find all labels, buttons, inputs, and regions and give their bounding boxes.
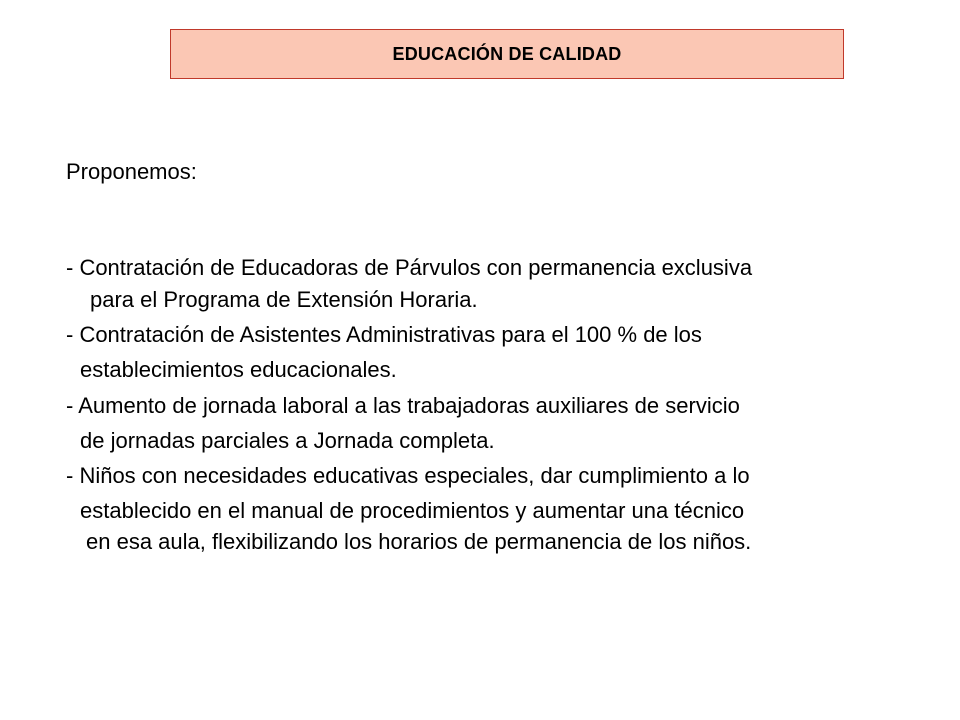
item-4-line-3: en esa aula, flexibilizando los horarios de permanencia de los niños. <box>86 529 752 554</box>
slide-title: EDUCACIÓN DE CALIDAD <box>392 43 622 64</box>
item-3-line-1: - Aumento de jornada laboral a las trabajadoras auxiliares de servicio <box>66 393 740 418</box>
intro-text: Proponemos: <box>66 159 197 184</box>
item-1-line-1: - Contratación de Educadoras de Párvulos con permanencia exclusiva <box>66 255 753 280</box>
item-4-line-1: - Niños con necesidades educativas especiales, dar cumplimiento a lo <box>66 463 750 488</box>
item-1-line-2: para el Programa de Extensión Horaria. <box>90 287 478 312</box>
item-2-line-2: establecimientos educacionales. <box>80 357 397 382</box>
item-3-line-2: de jornadas parciales a Jornada completa. <box>80 428 495 453</box>
item-2-line-1: - Contratación de Asistentes Administrativas para el 100 % de los <box>66 322 702 347</box>
item-4-line-2: establecido en el manual de procedimientos y aumentar una técnico <box>80 498 745 523</box>
title-box <box>170 29 844 79</box>
